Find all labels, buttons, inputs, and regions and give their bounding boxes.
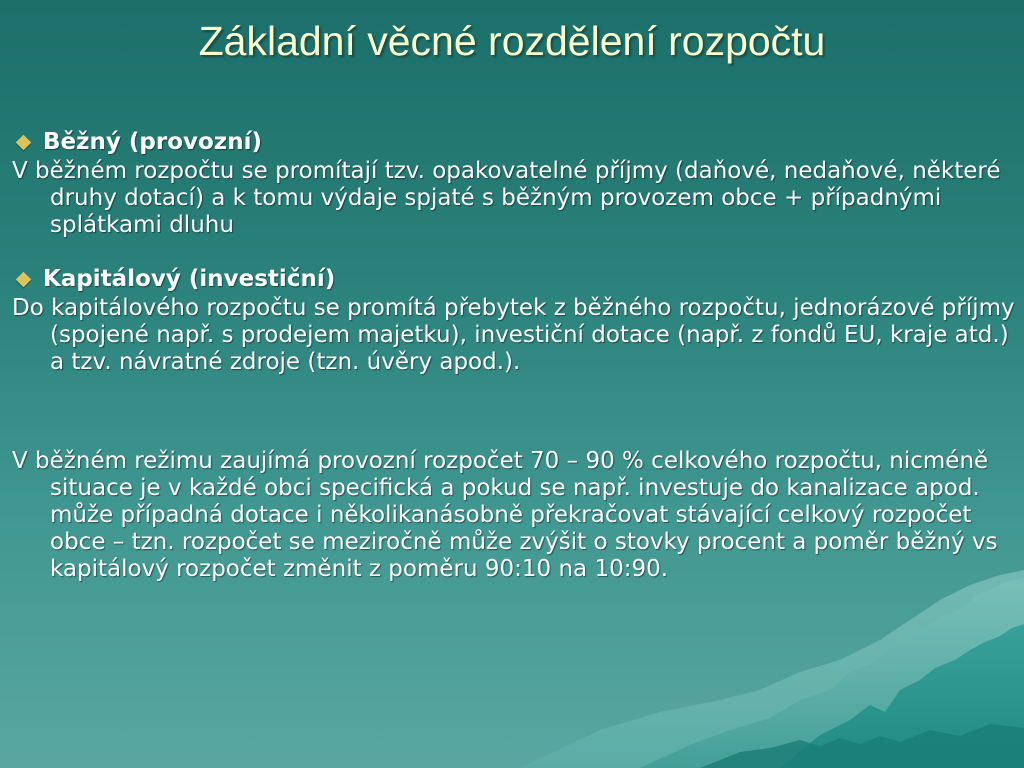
slide-title: Základní věcné rozdělení rozpočtu xyxy=(198,18,826,64)
paragraph-current-budget: V běžném rozpočtu se promítají tzv. opakovatelné příjmy (daňové, nedaňové, některé druhy dotací) a k tomu výdaje spjaté s běžným provozem obce + případnými splátkami dluhu xyxy=(12,158,1001,238)
paragraph-capital-budget: Do kapitálového rozpočtu se promítá přebytek z běžného rozpočtu, jednorázové příjmy (spojené např. s prodejem majetku), investiční dotace (např. z fondů EU, kraje atd.) a tzv. návratné zdroje (tzn. úvěry apod.). xyxy=(12,295,1015,375)
bullet-heading-current xyxy=(12,126,1020,158)
heading-capital-budget: Kapitálový (investiční) xyxy=(43,265,336,292)
bullet-heading-capital xyxy=(12,263,1020,295)
diamond-bullet-icon xyxy=(16,271,32,287)
slide-content xyxy=(12,126,1020,583)
paragraph-note: V běžném režimu zaujímá provozní rozpočet 70 – 90 % celkového rozpočtu, nicméně situace je v každé obci specifická a pokud se např. investuje do kanalizace apod. může případná dotace i několikanásobně překračovat stávající celkový rozpočet obce – tzn. rozpočet se meziročně může zvýšit o stovky procent a poměr běžný vs kapitálový rozpočet změnit z poměru 90:10 na 10:90. xyxy=(12,448,998,582)
diamond-bullet-icon xyxy=(16,134,32,150)
heading-current-budget: Běžný (provozní) xyxy=(43,128,262,155)
